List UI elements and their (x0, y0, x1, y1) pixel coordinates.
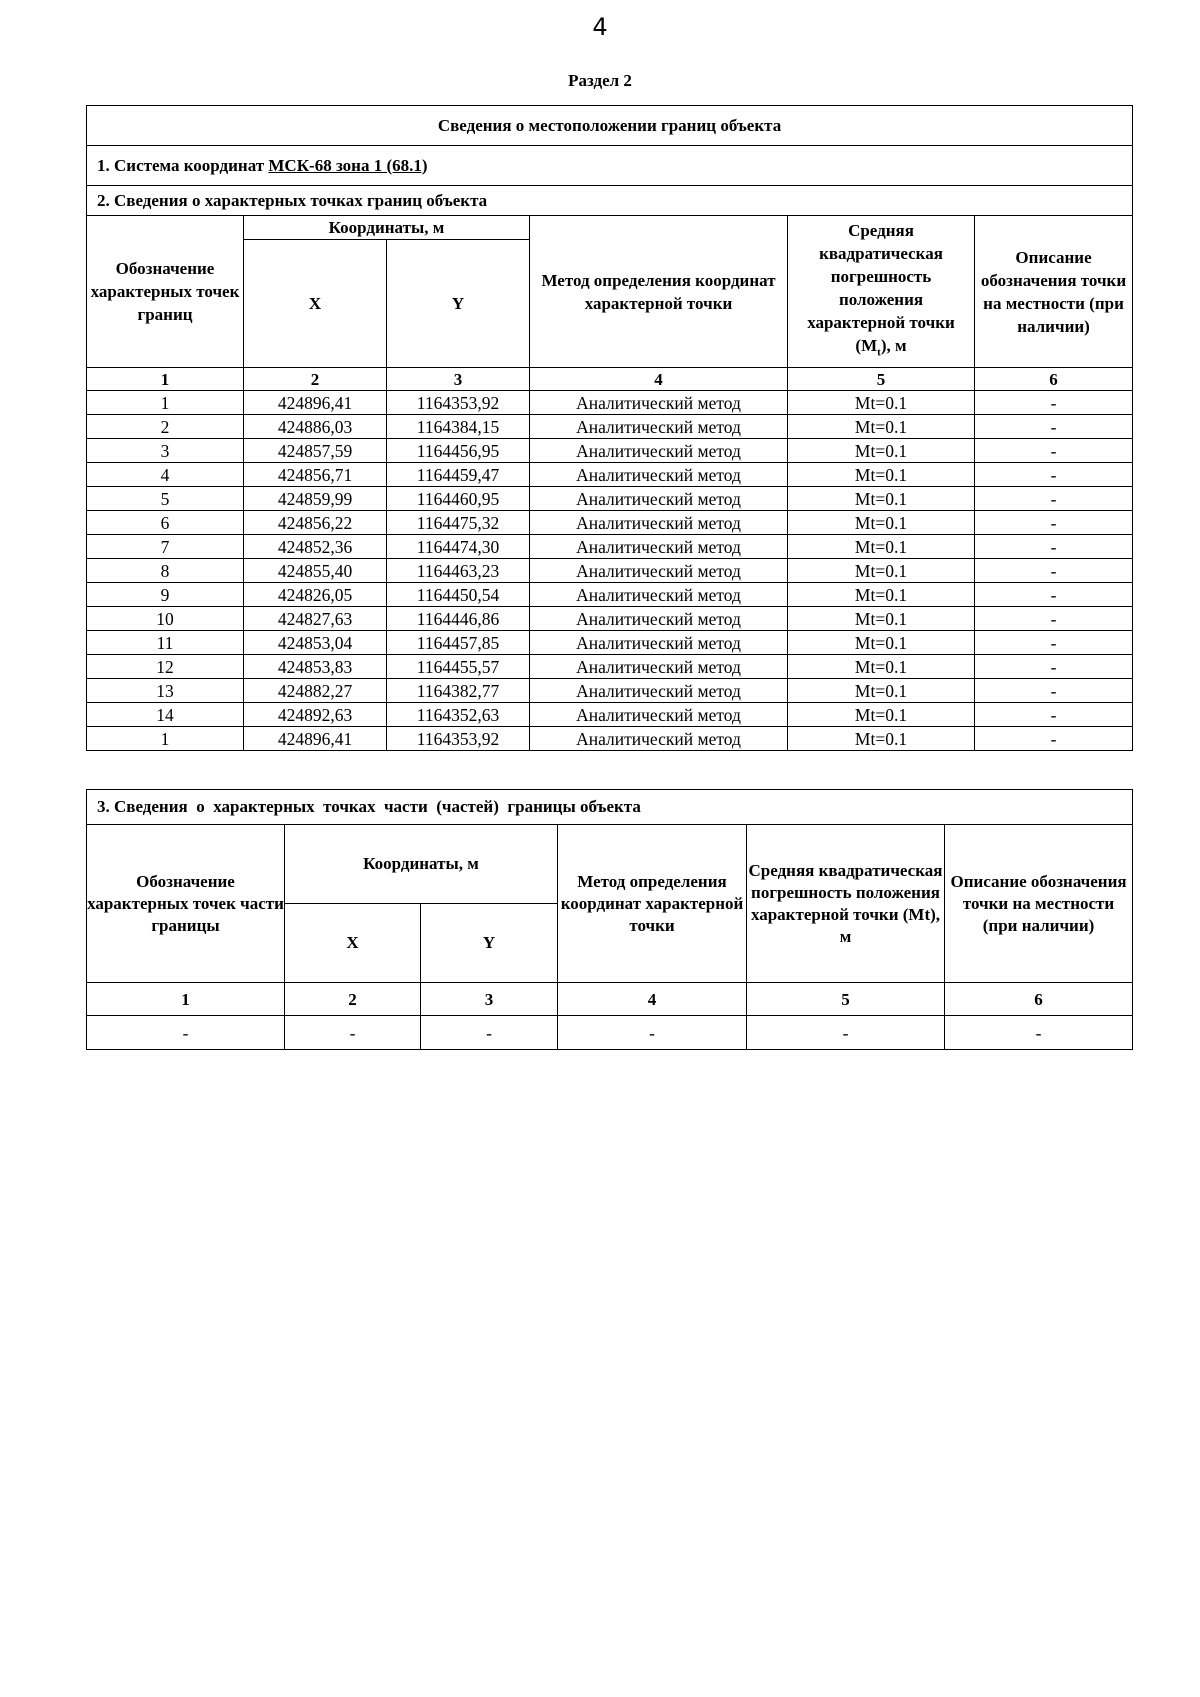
cell-x: 424886,03 (244, 415, 387, 439)
cell-x: 424896,41 (244, 391, 387, 415)
cell-point: 13 (87, 679, 244, 703)
table-row (87, 415, 1133, 439)
cell-x: 424826,05 (244, 583, 387, 607)
cell-accuracy: Mt=0.1 (788, 679, 975, 703)
cell-y: 1164352,63 (387, 703, 530, 727)
header-designation: Обозначение характерных точек границ (87, 216, 244, 368)
cell-accuracy: Mt=0.1 (788, 583, 975, 607)
cell-method: Аналитический метод (530, 463, 788, 487)
cell-point: 6 (87, 511, 244, 535)
cell-x: 424853,83 (244, 655, 387, 679)
cell-point: 2 (87, 415, 244, 439)
table-row (87, 655, 1133, 679)
cell-x: 424859,99 (244, 487, 387, 511)
table-row (87, 703, 1133, 727)
cell-method: Аналитический метод (530, 631, 788, 655)
cell-method: Аналитический метод (530, 487, 788, 511)
header-x: X (244, 240, 387, 368)
table-row (87, 463, 1133, 487)
table-row (87, 511, 1133, 535)
cell-x: 424853,04 (244, 631, 387, 655)
cell-method: Аналитический метод (530, 703, 788, 727)
cell-x: 424852,36 (244, 535, 387, 559)
cell-point: 1 (87, 391, 244, 415)
cell-description: - (945, 1016, 1133, 1050)
cell-description: - (975, 631, 1133, 655)
table-row (87, 607, 1133, 631)
cell-method: Аналитический метод (530, 727, 788, 751)
cell-point: 7 (87, 535, 244, 559)
cell-point: 14 (87, 703, 244, 727)
table-row (87, 439, 1133, 463)
cell-method: Аналитический метод (530, 439, 788, 463)
parts-header-designation: Обозначение характерных точек части границы (87, 825, 285, 983)
cell-accuracy: - (747, 1016, 945, 1050)
cell-accuracy: Mt=0.1 (788, 607, 975, 631)
parts-header-coordinates: Координаты, м (285, 825, 558, 904)
cell-accuracy: Mt=0.1 (788, 487, 975, 511)
table-row (87, 391, 1133, 415)
cell-description: - (975, 487, 1133, 511)
cell-x: 424896,41 (244, 727, 387, 751)
coordinate-system-label: 1. Система координат (97, 155, 265, 175)
column-number: 4 (530, 368, 788, 391)
cell-description: - (975, 391, 1133, 415)
cell-x: 424856,71 (244, 463, 387, 487)
parts-column-numbers-row (87, 983, 1133, 1016)
section-title: Раздел 2 (568, 71, 632, 90)
cell-accuracy: Mt=0.1 (788, 703, 975, 727)
cell-x: - (285, 1016, 421, 1050)
column-number: 1 (87, 368, 244, 391)
header-accuracy-sub: t (877, 346, 881, 359)
header-accuracy (788, 216, 975, 368)
header-coordinates: Координаты, м (244, 216, 530, 240)
cell-description: - (975, 583, 1133, 607)
cell-point: 5 (87, 487, 244, 511)
cell-y: 1164384,15 (387, 415, 530, 439)
column-number: 2 (285, 983, 421, 1016)
parts-section-title: 3. Сведения о характерных точках части (частей) границы объекта (87, 790, 1133, 825)
cell-y: 1164382,77 (387, 679, 530, 703)
cell-accuracy: Mt=0.1 (788, 415, 975, 439)
cell-x: 424856,22 (244, 511, 387, 535)
cell-y: 1164353,92 (387, 727, 530, 751)
cell-method: Аналитический метод (530, 511, 788, 535)
cell-accuracy: Mt=0.1 (788, 631, 975, 655)
cell-x: 424857,59 (244, 439, 387, 463)
cell-y: 1164455,57 (387, 655, 530, 679)
cell-point: 1 (87, 727, 244, 751)
cell-method: Аналитический метод (530, 607, 788, 631)
table-row (87, 559, 1133, 583)
coordinate-system-value: МСК-68 зона 1 (68.1) (268, 155, 428, 175)
table-row (87, 487, 1133, 511)
cell-point: 12 (87, 655, 244, 679)
cell-y: 1164456,95 (387, 439, 530, 463)
cell-y: 1164474,30 (387, 535, 530, 559)
boundary-points-table (86, 105, 1133, 751)
parts-header-method: Метод определения координат характерной точки (558, 825, 747, 983)
cell-point: 9 (87, 583, 244, 607)
table-row (87, 583, 1133, 607)
column-number: 2 (244, 368, 387, 391)
cell-description: - (975, 727, 1133, 751)
column-number: 1 (87, 983, 285, 1016)
header-method: Метод определения координат характерной точки (530, 216, 788, 368)
table-row (87, 727, 1133, 751)
cell-description: - (975, 655, 1133, 679)
cell-accuracy: Mt=0.1 (788, 511, 975, 535)
table-row (87, 631, 1133, 655)
cell-x: 424855,40 (244, 559, 387, 583)
cell-y: 1164460,95 (387, 487, 530, 511)
cell-accuracy: Mt=0.1 (788, 463, 975, 487)
cell-y: 1164353,92 (387, 391, 530, 415)
cell-method: Аналитический метод (530, 655, 788, 679)
cell-point: 8 (87, 559, 244, 583)
cell-x: 424892,63 (244, 703, 387, 727)
cell-description: - (975, 535, 1133, 559)
cell-method: Аналитический метод (530, 559, 788, 583)
cell-description: - (975, 679, 1133, 703)
column-number: 4 (558, 983, 747, 1016)
cell-method: Аналитический метод (530, 535, 788, 559)
cell-accuracy: Mt=0.1 (788, 559, 975, 583)
cell-y: 1164457,85 (387, 631, 530, 655)
cell-point: 3 (87, 439, 244, 463)
column-number: 5 (747, 983, 945, 1016)
cell-y: 1164446,86 (387, 607, 530, 631)
column-number: 6 (975, 368, 1133, 391)
cell-point: 11 (87, 631, 244, 655)
cell-point: - (87, 1016, 285, 1050)
parts-header-accuracy: Средняя квадратическая погрешность положения характерной точки (Mt), м (747, 825, 945, 983)
column-number: 3 (421, 983, 558, 1016)
table-row (87, 679, 1133, 703)
column-number: 5 (788, 368, 975, 391)
points-section-title: 2. Сведения о характерных точках границ объекта (87, 186, 1133, 216)
table-title: Сведения о местоположении границ объекта (87, 106, 1133, 146)
column-number: 6 (945, 983, 1133, 1016)
cell-point: 10 (87, 607, 244, 631)
cell-accuracy: Mt=0.1 (788, 727, 975, 751)
cell-y: 1164450,54 (387, 583, 530, 607)
cell-accuracy: Mt=0.1 (788, 535, 975, 559)
parts-header-description: Описание обозначения точки на местности (при наличии) (945, 825, 1133, 983)
cell-description: - (975, 463, 1133, 487)
parts-header-x: X (285, 904, 421, 983)
header-y: Y (387, 240, 530, 368)
cell-accuracy: Mt=0.1 (788, 655, 975, 679)
cell-x: 424882,27 (244, 679, 387, 703)
cell-method: Аналитический метод (530, 679, 788, 703)
header-accuracy-prefix: Средняя квадратическая погрешность положения характерной точки (M (807, 220, 955, 355)
cell-y: 1164463,23 (387, 559, 530, 583)
cell-description: - (975, 607, 1133, 631)
cell-description: - (975, 439, 1133, 463)
cell-y: 1164475,32 (387, 511, 530, 535)
coordinate-system-row (87, 146, 1133, 186)
cell-method: - (558, 1016, 747, 1050)
cell-description: - (975, 703, 1133, 727)
header-description: Описание обозначения точки на местности (при наличии) (975, 216, 1133, 368)
cell-x: 424827,63 (244, 607, 387, 631)
cell-method: Аналитический метод (530, 391, 788, 415)
table-row (87, 535, 1133, 559)
cell-description: - (975, 559, 1133, 583)
cell-accuracy: Mt=0.1 (788, 391, 975, 415)
cell-method: Аналитический метод (530, 583, 788, 607)
parts-header-y: Y (421, 904, 558, 983)
cell-y: 1164459,47 (387, 463, 530, 487)
cell-description: - (975, 511, 1133, 535)
cell-accuracy: Mt=0.1 (788, 439, 975, 463)
cell-y: - (421, 1016, 558, 1050)
part-boundary-points-table (86, 789, 1133, 1050)
column-numbers-row (87, 368, 1133, 391)
cell-method: Аналитический метод (530, 415, 788, 439)
column-number: 3 (387, 368, 530, 391)
header-accuracy-suffix: ), м (880, 335, 907, 355)
page-number: 4 (592, 13, 608, 41)
table-row (87, 1016, 1133, 1050)
cell-description: - (975, 415, 1133, 439)
cell-point: 4 (87, 463, 244, 487)
